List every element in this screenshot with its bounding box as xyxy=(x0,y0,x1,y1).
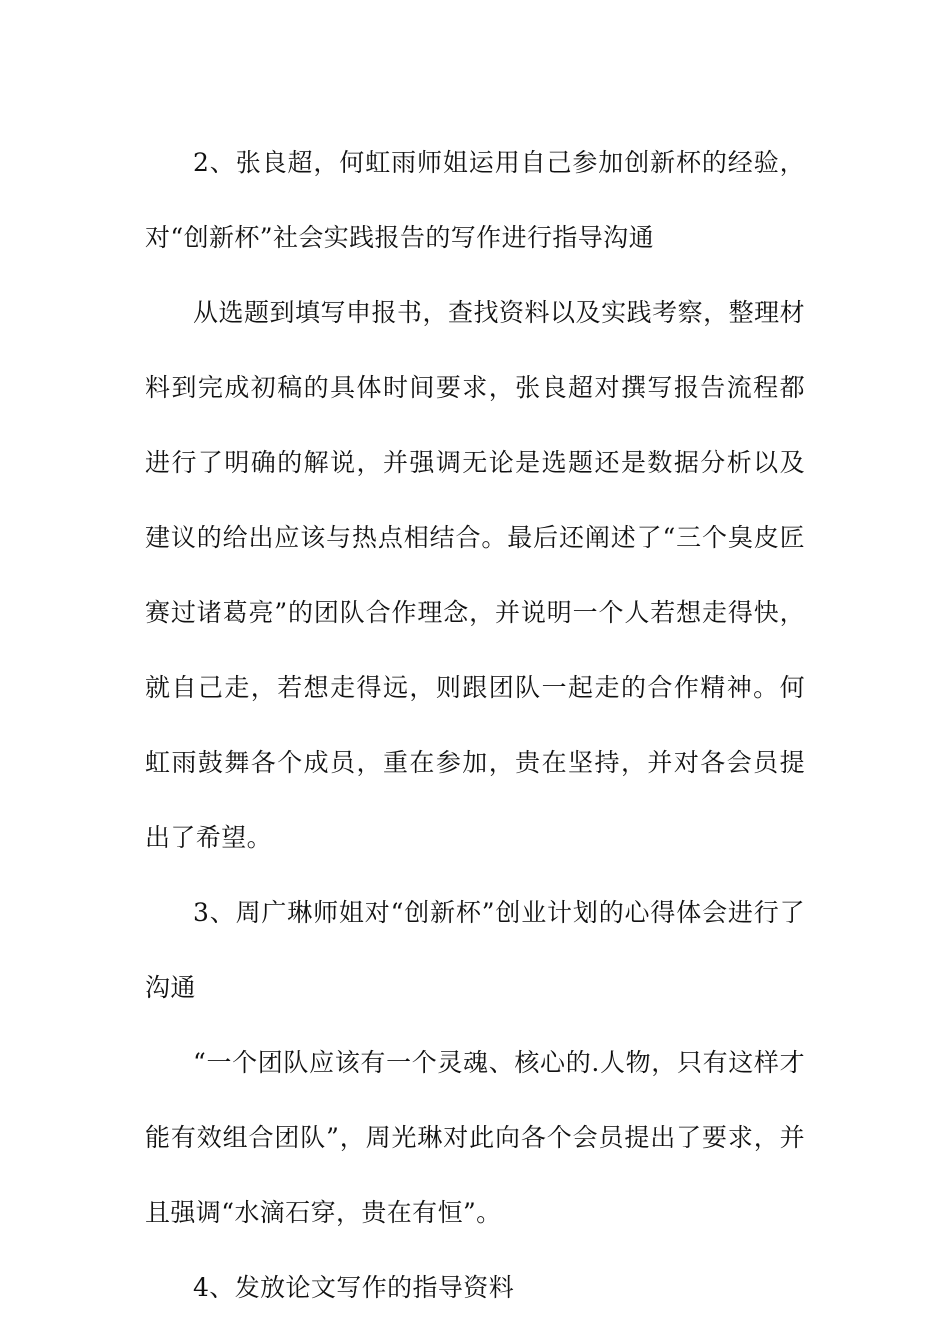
paragraph-section-2-heading: 2、张良超，何虹雨师姐运用自己参加创新杯的经验，对“创新杯”社会实践报告的写作进行指导沟通 xyxy=(145,148,805,252)
paragraph-section-4-heading: 4、发放论文写作的指导资料 xyxy=(193,1273,515,1302)
paragraph-section-2-body: 从选题到填写申报书，查找资料以及实践考察，整理材料到完成初稿的具体时间要求，张良超对撰写报告流程都进行了明确的解说，并强调无论是选题还是数据分析以及建议的给出应该与热点相结合。最后还阐述了“三个臭皮匠赛过诸葛亮”的团队合作理念，并说明一个人若想走得快，就自己走，若想走得远，则跟团队一起走的合作精神。何虹雨鼓舞各个成员，重在参加，贵在坚持，并对各会员提出了希望。 xyxy=(145,298,805,852)
paragraph-section-3-heading: 3、周广琳师姐对“创新杯”创业计划的心得体会进行了沟通 xyxy=(145,898,805,1002)
paragraph-section-3-body: “一个团队应该有一个灵魂、核心的.人物，只有这样才能有效组合团队”，周光琳对此向各个会员提出了要求，并且强调“水滴石穿，贵在有恒”。 xyxy=(145,1048,805,1227)
document-body xyxy=(145,125,805,1325)
